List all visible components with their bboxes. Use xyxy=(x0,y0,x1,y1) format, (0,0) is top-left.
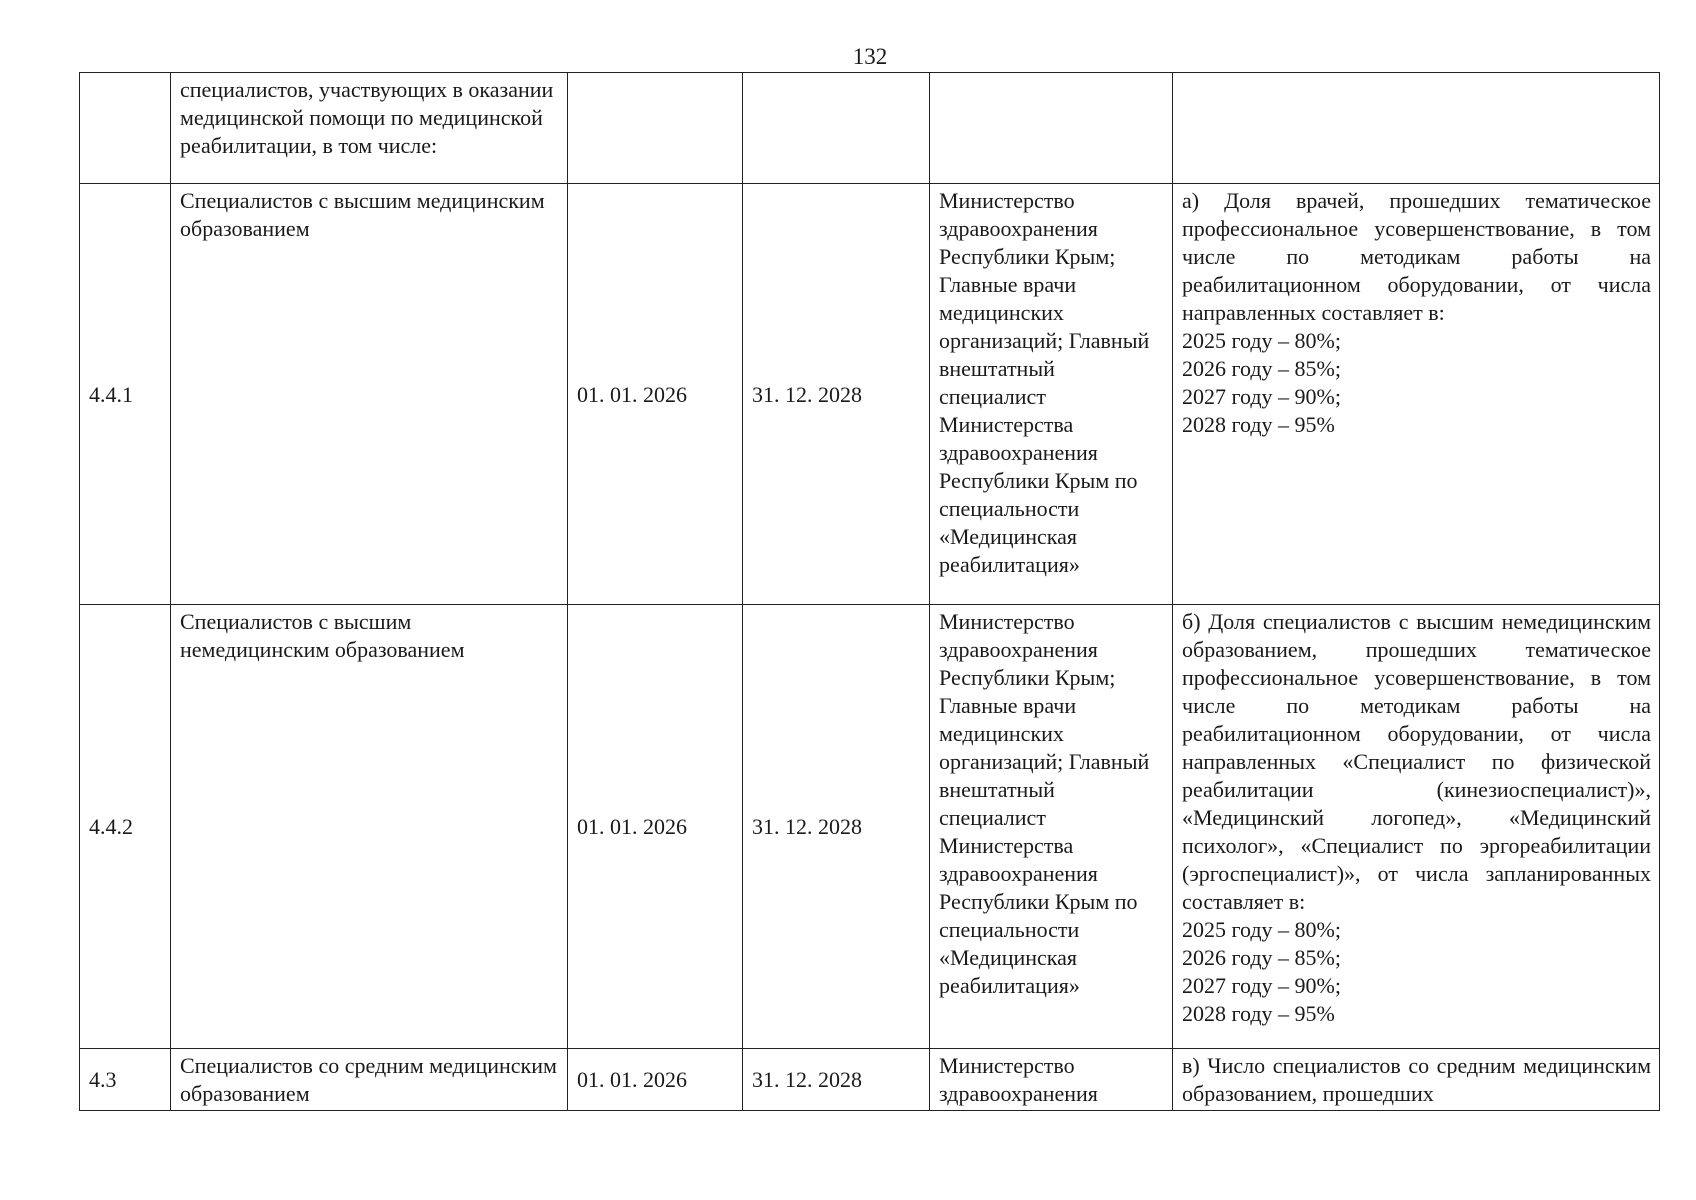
indicator-year-value: 2028 году – 95% xyxy=(1182,1001,1335,1026)
indicator-cell xyxy=(1173,73,1660,184)
table-row xyxy=(80,73,1660,184)
indicator-year-value: 2025 году – 80%; xyxy=(1182,328,1341,353)
start-date-cell xyxy=(568,73,743,184)
indicator-cell xyxy=(1173,184,1660,605)
start-date-cell: 01. 01. 2026 xyxy=(568,1049,743,1111)
executor-cell: Министерство здравоохранения Республики Крым; Главные врачи медицинских организаций; Главный внештатный специалист Министерства здравоохранения Республики Крым по специальности «Медицинская реабилитация» xyxy=(930,184,1173,605)
executor-cell xyxy=(930,73,1173,184)
row-number-cell: 4.4.2 xyxy=(80,605,171,1049)
indicator-year-value: 2027 году – 90%; xyxy=(1182,973,1341,998)
row-number-cell: 4.4.1 xyxy=(80,184,171,605)
end-date-cell: 31. 12. 2028 xyxy=(743,1049,930,1111)
indicator-year-value: 2026 году – 85%; xyxy=(1182,945,1341,970)
page-number: 132 xyxy=(852,44,888,69)
row-number-cell xyxy=(80,73,171,184)
measure-name-cell: Специалистов с высшим немедицинским образованием xyxy=(171,605,568,1049)
start-date-cell: 01. 01. 2026 xyxy=(568,184,743,605)
end-date-cell xyxy=(743,73,930,184)
indicator-cell xyxy=(1173,1049,1660,1111)
indicator-text: б) Доля специалистов с высшим немедицинским образованием, прошедших тематическое профессиональное усовершенствование, в том числе по методикам работы на реабилитационном оборудовании, от числа направленных «Специалист по физической реабилитации (кинезиоспециалист)», «Медицинский логопед», «Медицинский психолог», «Специалист по эргореабилитации (эргоспециалист)», от числа запланированных составляет в: xyxy=(1182,609,1651,914)
indicator-year-value: 2028 году – 95% xyxy=(1182,412,1335,437)
end-date-cell: 31. 12. 2028 xyxy=(743,184,930,605)
measure-name-cell: Специалистов со средним медицинским образованием xyxy=(171,1049,568,1111)
table-row xyxy=(80,1049,1660,1111)
end-date-cell: 31. 12. 2028 xyxy=(743,605,930,1049)
indicator-text: в) Число специалистов со средним медицинским образованием, прошедших xyxy=(1182,1053,1651,1106)
table-row xyxy=(80,184,1660,605)
executor-cell: Министерство здравоохранения Республики Крым; Главные врачи медицинских организаций; Главный внештатный специалист Министерства здравоохранения Республики Крым по специальности «Медицинская реабилитация» xyxy=(930,605,1173,1049)
indicator-year-value: 2027 году – 90%; xyxy=(1182,384,1341,409)
indicator-year-value: 2025 году – 80%; xyxy=(1182,917,1341,942)
executor-cell: Министерство здравоохранения xyxy=(930,1049,1173,1111)
indicator-year-value: 2026 году – 85%; xyxy=(1182,356,1341,381)
measure-name-cell: Специалистов с высшим медицинским образованием xyxy=(171,184,568,605)
indicator-cell xyxy=(1173,605,1660,1049)
indicator-text: а) Доля врачей, прошедших тематическое профессиональное усовершенствование, в том числе по методикам работы на реабилитационном оборудовании, от числа направленных составляет в: xyxy=(1182,188,1651,325)
row-number-cell: 4.3 xyxy=(80,1049,171,1111)
measures-table xyxy=(79,72,1660,1111)
start-date-cell: 01. 01. 2026 xyxy=(568,605,743,1049)
table-row xyxy=(80,605,1660,1049)
measure-name-cell: специалистов, участвующих в оказании медицинской помощи по медицинской реабилитации, в том числе: xyxy=(171,73,568,184)
